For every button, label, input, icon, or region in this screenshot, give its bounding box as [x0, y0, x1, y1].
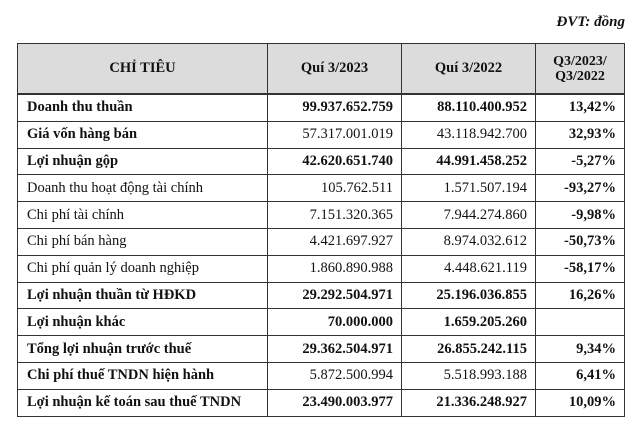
row-label: Lợi nhuận khác: [18, 309, 268, 336]
table-row: [18, 121, 625, 148]
table-row: [18, 228, 625, 255]
row-q3-2023: 23.490.003.977: [268, 389, 402, 416]
row-q3-2022: 25.196.036.855: [402, 282, 536, 309]
row-q3-2022: 44.991.458.252: [402, 148, 536, 175]
row-label: Chi phí quản lý doanh nghiệp: [18, 255, 268, 282]
table-row: [18, 255, 625, 282]
row-ratio: 6,41%: [536, 362, 625, 389]
row-q3-2023: 99.937.652.759: [268, 94, 402, 121]
row-q3-2023: 57.317.001.019: [268, 121, 402, 148]
row-label: Doanh thu thuần: [18, 94, 268, 121]
header-q3-2022: Quí 3/2022: [402, 44, 536, 95]
table-row: [18, 282, 625, 309]
row-q3-2023: 5.872.500.994: [268, 362, 402, 389]
row-ratio: 10,09%: [536, 389, 625, 416]
row-q3-2023: 70.000.000: [268, 309, 402, 336]
table-row: [18, 175, 625, 202]
row-label: Lợi nhuận gộp: [18, 148, 268, 175]
row-ratio: 9,34%: [536, 336, 625, 363]
row-q3-2023: 42.620.651.740: [268, 148, 402, 175]
row-ratio: -58,17%: [536, 255, 625, 282]
row-ratio: -9,98%: [536, 202, 625, 229]
row-q3-2023: 29.292.504.971: [268, 282, 402, 309]
row-q3-2022: 43.118.942.700: [402, 121, 536, 148]
row-label: Doanh thu hoạt động tài chính: [18, 175, 268, 202]
row-ratio: -50,73%: [536, 228, 625, 255]
row-q3-2022: 4.448.621.119: [402, 255, 536, 282]
header-ratio-line1: Q3/2023/: [553, 53, 607, 69]
table-row: [18, 148, 625, 175]
row-q3-2022: 8.974.032.612: [402, 228, 536, 255]
row-q3-2023: 7.151.320.365: [268, 202, 402, 229]
row-label: Chi phí bán hàng: [18, 228, 268, 255]
row-ratio: -5,27%: [536, 148, 625, 175]
header-ratio: [536, 44, 625, 95]
row-q3-2022: 88.110.400.952: [402, 94, 536, 121]
row-q3-2022: 1.659.205.260: [402, 309, 536, 336]
row-ratio: 16,26%: [536, 282, 625, 309]
row-q3-2022: 26.855.242.115: [402, 336, 536, 363]
row-label: Chi phí thuế TNDN hiện hành: [18, 362, 268, 389]
header-row: [18, 44, 625, 95]
table-row: [18, 389, 625, 416]
row-label: Chi phí tài chính: [18, 202, 268, 229]
row-ratio: [536, 309, 625, 336]
table-row: [18, 336, 625, 363]
row-q3-2022: 7.944.274.860: [402, 202, 536, 229]
row-ratio: 32,93%: [536, 121, 625, 148]
row-ratio: 13,42%: [536, 94, 625, 121]
table-row: [18, 309, 625, 336]
row-label: Tổng lợi nhuận trước thuế: [18, 336, 268, 363]
unit-note: ĐVT: đồng: [556, 14, 625, 30]
row-q3-2022: 5.518.993.188: [402, 362, 536, 389]
table-row: [18, 94, 625, 121]
row-label: Giá vốn hàng bán: [18, 121, 268, 148]
header-indicator: CHỈ TIÊU: [18, 44, 268, 95]
income-table: [17, 43, 625, 417]
row-label: Lợi nhuận kế toán sau thuế TNDN: [18, 389, 268, 416]
row-q3-2023: 29.362.504.971: [268, 336, 402, 363]
row-label: Lợi nhuận thuần từ HĐKD: [18, 282, 268, 309]
row-q3-2023: 1.860.890.988: [268, 255, 402, 282]
header-ratio-line2: Q3/2022: [555, 68, 605, 84]
row-q3-2022: 21.336.248.927: [402, 389, 536, 416]
table-row: [18, 362, 625, 389]
row-q3-2022: 1.571.507.194: [402, 175, 536, 202]
row-ratio: -93,27%: [536, 175, 625, 202]
row-q3-2023: 105.762.511: [268, 175, 402, 202]
header-q3-2023: Quí 3/2023: [268, 44, 402, 95]
table-row: [18, 202, 625, 229]
row-q3-2023: 4.421.697.927: [268, 228, 402, 255]
